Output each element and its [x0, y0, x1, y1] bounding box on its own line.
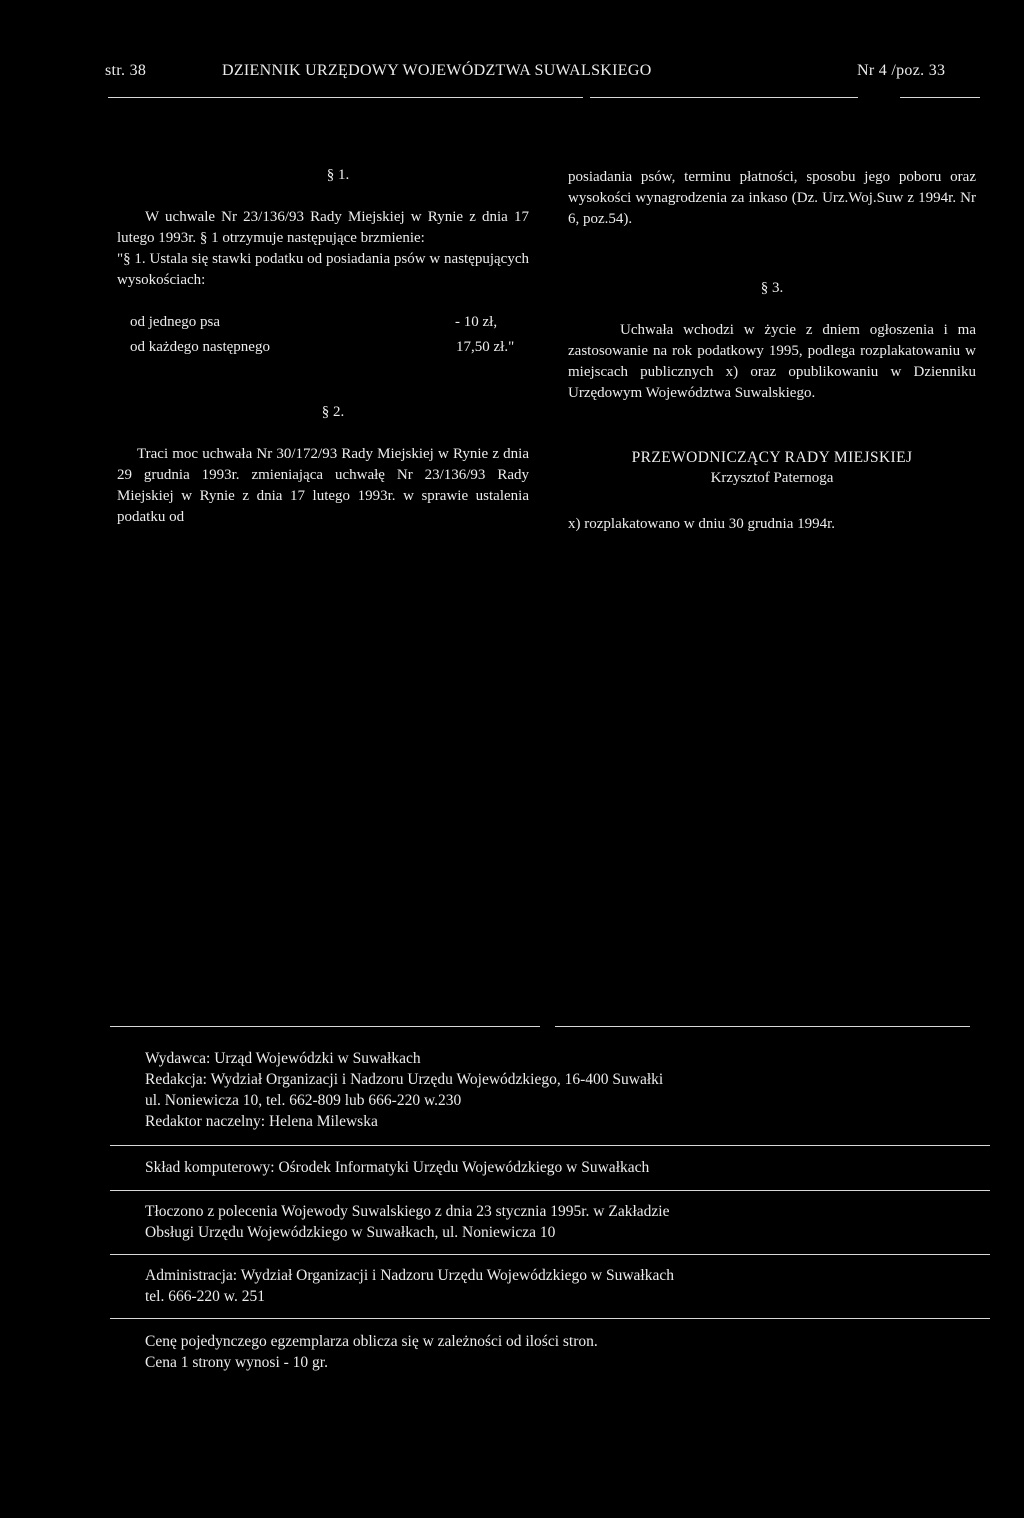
signature-name: Krzysztof Paternoga	[710, 470, 834, 486]
header-number: Nr 4 /poz. 33	[857, 62, 946, 79]
section-2-heading: § 2.	[321, 404, 345, 420]
rate-row	[130, 312, 529, 337]
price-line: Cenę pojedynczego egzemplarza oblicza się w zależności od ilości stron.	[145, 1333, 598, 1350]
rate-label: od jednego psa	[130, 314, 220, 330]
header-title: DZIENNIK URZĘDOWY WOJEWÓDZTWA SUWALSKIEGO	[222, 62, 652, 79]
footnote: x) rozplakatowano w dniu 30 grudnia 1994r.	[568, 516, 836, 532]
left-column	[117, 165, 529, 528]
administration-block	[145, 1265, 845, 1307]
typesetting-line: Skład komputerowy: Ośrodek Informatyki Urzędu Wojewódzkiego w Suwałkach	[145, 1159, 650, 1176]
rate-amount: - 10 zł,	[455, 314, 498, 330]
section-3-paragraph: Uchwała wchodzi w życie z dniem ogłoszenia i ma zastosowanie na rok podatkowy 1995, podlega rozplakatowaniu w miejscach publicznych x) oraz opublikowaniu w Dzienniku Urzędowym Województwa Suwalskiego.	[568, 322, 976, 401]
publisher-line: Wydawca: Urząd Wojewódzki w Suwałkach	[145, 1050, 421, 1067]
publisher-line: ul. Noniewicza 10, tel. 662-809 lub 666-220 w.230	[145, 1092, 462, 1109]
section-1-heading: § 1.	[326, 167, 350, 183]
section-3-heading: § 3.	[760, 280, 784, 296]
header-rule-mid	[590, 97, 858, 98]
continued-paragraph: posiadania psów, terminu płatności, sposobu jego poboru oraz wysokości wynagrodzenia za inkaso (Dz. Urz.Woj.Suw z 1994r. Nr 6, poz.54).	[568, 169, 976, 227]
section-1-quote: "§ 1. Ustala się stawki podatku od posiadania psów w następujących wysokościach:	[117, 251, 529, 288]
price-block	[145, 1331, 845, 1373]
typesetting-block	[145, 1157, 845, 1178]
footer-rule-top-right	[555, 1026, 970, 1027]
rates-table	[117, 312, 529, 362]
publisher-line: Redakcja: Wydział Organizacji i Nadzoru Urzędu Wojewódzkiego, 16-400 Suwałki	[145, 1071, 664, 1088]
footer-rule-4	[110, 1254, 990, 1255]
header-rule-left	[108, 97, 583, 98]
publisher-line: Redaktor naczelny: Helena Milewska	[145, 1113, 378, 1130]
price-line: Cena 1 strony wynosi - 10 gr.	[145, 1354, 328, 1371]
rate-label: od każdego następnego	[130, 339, 270, 355]
header-rule-right	[900, 97, 980, 98]
footer-rule-2	[110, 1145, 990, 1146]
printing-line: Tłoczono z polecenia Wojewody Suwalskiego z dnia 23 stycznia 1995r. w Zakładzie	[145, 1203, 670, 1220]
publisher-block	[145, 1048, 845, 1132]
administration-line: tel. 666-220 w. 251	[145, 1288, 265, 1305]
footer-rule-top-left	[110, 1026, 540, 1027]
footer-rule-5	[110, 1318, 990, 1319]
right-column	[568, 167, 976, 535]
section-1-paragraph: W uchwale Nr 23/136/93 Rady Miejskiej w Rynie z dnia 17 lutego 1993r. § 1 otrzymuje następujące brzmienie:	[117, 209, 529, 246]
section-2-paragraph: Traci moc uchwała Nr 30/172/93 Rady Miejskiej w Rynie z dnia 29 grudnia 1993r. zmieniająca uchwałę Nr 23/136/93 Rady Miejskiej w Rynie z dnia 17 lutego 1993r. w sprawie ustalenia podatku od	[117, 446, 529, 525]
footer-rule-3	[110, 1190, 990, 1191]
administration-line: Administracja: Wydział Organizacji i Nadzoru Urzędu Wojewódzkiego w Suwałkach	[145, 1267, 674, 1284]
signature-title: PRZEWODNICZĄCY RADY MIEJSKIEJ	[631, 449, 913, 466]
rate-amount: 17,50 zł."	[456, 339, 515, 355]
header-page: str. 38	[105, 62, 147, 79]
rate-row	[130, 337, 529, 362]
printing-line: Obsługi Urzędu Wojewódzkiego w Suwałkach, ul. Noniewicza 10	[145, 1224, 556, 1241]
printing-block	[145, 1201, 845, 1243]
